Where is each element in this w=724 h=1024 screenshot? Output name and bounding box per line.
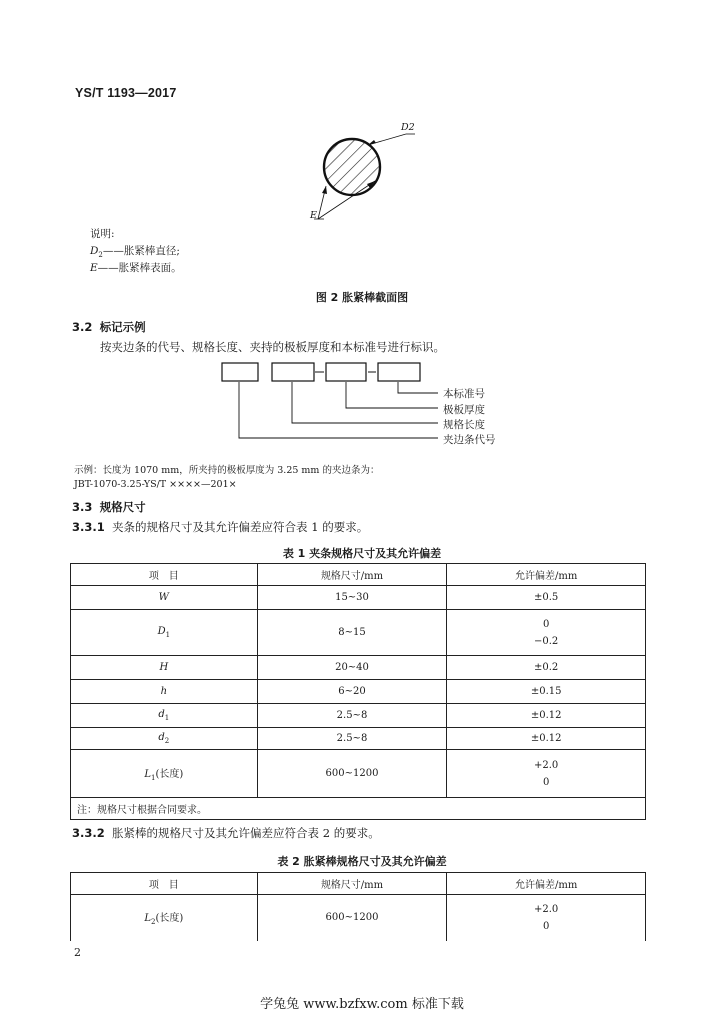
rod-circle [324, 139, 380, 195]
table-row: $d_2$ 2.5~8 ±0.12 [71, 728, 646, 750]
section-3-2-heading: 3.2 标记示例 [72, 320, 146, 334]
table-header-row [71, 564, 646, 586]
example-line-2: JBT-1070-3.25-YS/T ××××—201× [74, 479, 237, 490]
marking-label-length: 规格长度 [443, 419, 485, 431]
figure-label-e: E [310, 210, 317, 221]
table2-caption: 表 2 胀紧棒规格尺寸及其允许偏差 [277, 855, 447, 868]
table-row: $L_1$(长度) 600~1200 +2.0 0 [71, 750, 646, 798]
table1-caption: 表 1 夹条规格尺寸及其允许偏差 [282, 547, 442, 560]
table-note-row [71, 798, 646, 820]
table-row: $d_1$ 2.5~8 ±0.12 [71, 704, 646, 728]
table-header: 项 目 [71, 564, 258, 586]
table-row: $L_2$(长度) 600~1200 +2.0 0 [71, 895, 646, 941]
table-row: h 6~20 ±0.15 [71, 680, 646, 704]
table-header: 规格尺寸/mm [257, 564, 447, 586]
figure-caption: 图 2 胀紧棒截面图 [315, 291, 409, 304]
table-row: W 15~30 ±0.5 [71, 586, 646, 610]
standard-code: YS/T 1193—2017 [75, 86, 177, 100]
legend-e: E——胀紧棒表面。 [90, 262, 182, 274]
table-header-row [71, 873, 646, 895]
footer-watermark: 学兔兔 www.bzfxw.com 标准下载 [260, 997, 464, 1012]
table-header: 允许偏差/mm [447, 873, 646, 895]
section-3-3-heading: 3.3 规格尺寸 [72, 500, 146, 514]
table2 [70, 872, 646, 941]
table-header: 允许偏差/mm [447, 564, 646, 586]
legend-d2: $D_2——$胀紧棒直径; [90, 245, 180, 260]
example-line-1: 示例：长度为 1070 mm，所夹持的极板厚度为 3.25 mm 的夹边条为： [74, 465, 380, 476]
marking-diagram [220, 360, 450, 445]
marking-label-code: 夹边条代号 [443, 434, 496, 446]
page-number: 2 [74, 946, 81, 959]
table-header: 规格尺寸/mm [257, 873, 447, 895]
marking-label-standard: 本标准号 [443, 388, 485, 400]
table-header: 项 目 [71, 873, 258, 895]
section-3-2-body: 按夹边条的代号、规格长度、夹持的极板厚度和本标准号进行标识。 [100, 340, 445, 354]
section-3-3-2-text: 3.3.2 胀紧棒的规格尺寸及其允许偏差应符合表 2 的要求。 [72, 826, 380, 840]
marking-label-plate-thickness: 极板厚度 [443, 404, 485, 416]
table1-note: 注：规格尺寸根据合同要求。 [71, 798, 646, 820]
table1 [70, 563, 646, 820]
table-row: H 20~40 ±0.2 [71, 656, 646, 680]
figure-label-d2: D2 [401, 122, 415, 133]
section-3-3-1-text: 3.3.1 夹条的规格尺寸及其允许偏差应符合表 1 的要求。 [72, 520, 369, 534]
legend-title: 说明: [90, 228, 115, 240]
table-row: $D_1$ 8~15 0 −0.2 [71, 610, 646, 656]
